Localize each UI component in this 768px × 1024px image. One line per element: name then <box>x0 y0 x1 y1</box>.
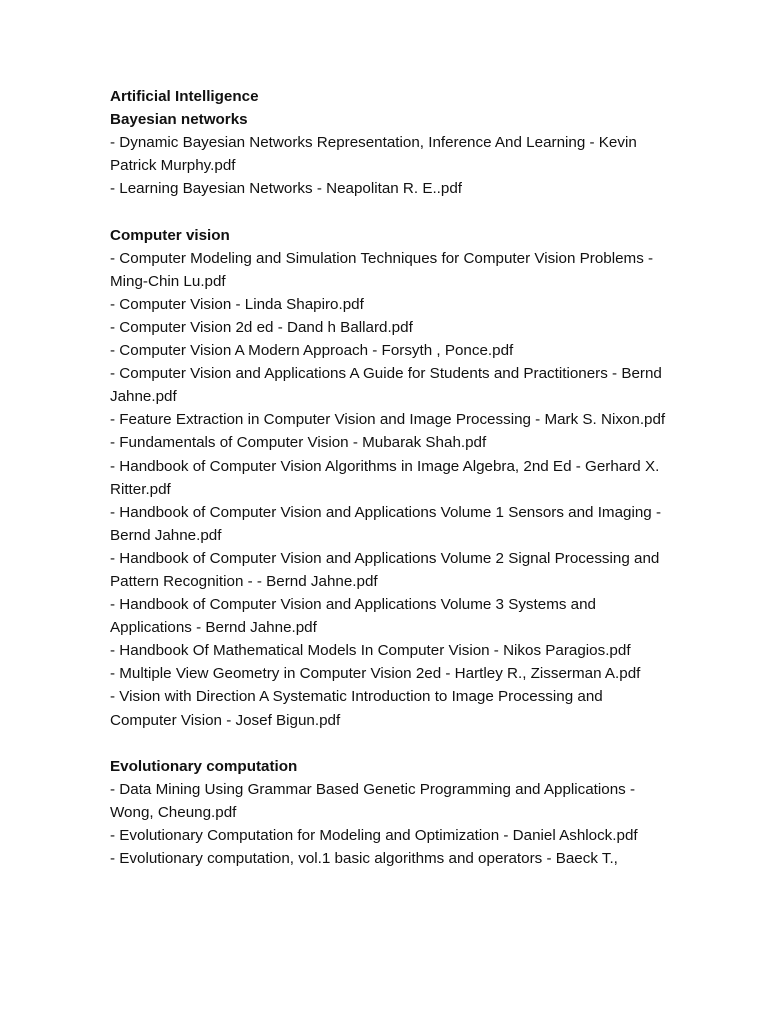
section-heading: Bayesian networks <box>110 111 248 129</box>
list-item: - Feature Extraction in Computer Vision and Image Processing - Mark S. Nixon.pdf <box>110 411 666 429</box>
list-item: - Computer Vision 2d ed - Dand h Ballard.pdf <box>110 318 413 336</box>
list-item: - Handbook of Computer Vision and Applications Volume 2 Signal Processing and Pattern Recognition - - Bernd Jahne.pdf <box>110 549 660 590</box>
section-computer-vision <box>110 224 670 732</box>
list-item: - Computer Vision - Linda Shapiro.pdf <box>110 295 364 313</box>
list-item: - Computer Modeling and Simulation Techniques for Computer Vision Problems - Ming-Chin Lu.pdf <box>110 249 654 290</box>
list-item: - Handbook of Computer Vision and Applications Volume 1 Sensors and Imaging - Bernd Jahne.pdf <box>110 503 662 544</box>
document-title: Artificial Intelligence <box>110 88 259 105</box>
list-item: - Learning Bayesian Networks - Neapolitan R. E..pdf <box>110 180 463 198</box>
section-heading: Evolutionary computation <box>110 757 298 775</box>
list-item: - Data Mining Using Grammar Based Genetic Programming and Applications - Wong, Cheung.pdf <box>110 780 636 821</box>
list-item: - Handbook of Computer Vision and Applications Volume 3 Systems and Applications - Bernd Jahne.pdf <box>110 596 596 637</box>
document-page <box>110 85 670 870</box>
section-bayesian-networks <box>110 85 670 200</box>
list-item: - Dynamic Bayesian Networks Representation, Inference And Learning - Kevin Patrick Murphy.pdf <box>110 134 637 175</box>
list-item: - Evolutionary computation, vol.1 basic algorithms and operators - Baeck T., <box>110 850 618 868</box>
list-item: - Handbook Of Mathematical Models In Computer Vision - Nikos Paragios.pdf <box>110 642 631 660</box>
list-item: - Vision with Direction A Systematic Introduction to Image Processing and Computer Vision - Josef Bigun.pdf <box>110 688 603 729</box>
section-evolutionary-computation <box>110 755 670 870</box>
list-item: - Fundamentals of Computer Vision - Mubarak Shah.pdf <box>110 434 487 452</box>
list-item: - Computer Vision A Modern Approach - Forsyth , Ponce.pdf <box>110 342 514 360</box>
list-item: - Handbook of Computer Vision Algorithms in Image Algebra, 2nd Ed - Gerhard X. Ritter.pdf <box>110 457 660 498</box>
section-heading: Computer vision <box>110 226 230 244</box>
list-item: - Computer Vision and Applications A Guide for Students and Practitioners - Bernd Jahne.pdf <box>110 365 662 406</box>
list-item: - Evolutionary Computation for Modeling and Optimization - Daniel Ashlock.pdf <box>110 827 638 844</box>
list-item: - Multiple View Geometry in Computer Vision 2ed - Hartley R., Zisserman A.pdf <box>110 665 641 683</box>
